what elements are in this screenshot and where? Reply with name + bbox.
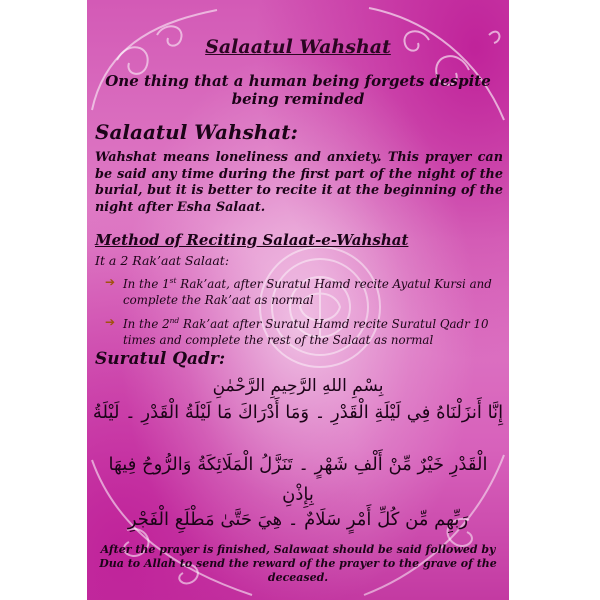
- method-heading: Method of Reciting Salaat-e-Wahshat: [95, 231, 409, 249]
- intro-heading: Salaatul Wahshat:: [95, 120, 298, 144]
- list-item: [105, 313, 501, 348]
- arabic-bismillah: بِسْمِ اللهِ الرَّحِيمِ الرَّحْمٰنِ: [212, 376, 384, 396]
- subtitle: One thing that a human being forgets despite being reminded: [105, 72, 491, 108]
- surah-heading: Suratul Qadr:: [95, 349, 226, 369]
- intro-paragraph: Wahshat means loneliness and anxiety. This prayer can be said any time during the first part of the night of the burial, but it is better to recite it at the beginning of the night after Esha Salaat.: [95, 150, 503, 215]
- arabic-line: إِنَّا أَنزَلْنَاهُ فِي لَيْلَةِ الْقَدْرِ ۔ وَمَا أَدْرَاكَ مَا لَيْلَةُ الْقَدْرِ ۔ لَيْلَةُ: [92, 402, 504, 423]
- step-ordinal-suffix: st: [169, 276, 177, 285]
- step-ordinal: 1: [162, 276, 170, 291]
- step-pre: In the: [123, 316, 163, 331]
- step-ordinal: 2: [162, 316, 170, 331]
- arabic-line: الْقَدْرِ خَيْرٌ مِّنْ أَلْفِ شَهْرٍ ۔ تَنَزَّلُ الْمَلَائِكَةُ وَالرُّوحُ فِيهَا بِإِذْنِ: [108, 454, 488, 505]
- prayer-card: [87, 0, 509, 600]
- method-intro: It a 2 Rak’aat Salaat:: [95, 253, 230, 268]
- arrow-bullet-icon: ➔: [105, 314, 116, 329]
- list-item: [105, 273, 501, 308]
- step-pre: In the: [123, 276, 163, 291]
- step-ordinal-suffix: nd: [169, 315, 180, 325]
- step-text: Rak’aat after Suratul Hamd recite Suratul Qadr 10 times and complete the rest of the Salaat as normal: [123, 316, 489, 347]
- steps-list: [105, 273, 501, 353]
- step-text: Rak’aat, after Suratul Hamd recite Ayatul Kursi and complete the Rak’aat as normal: [123, 276, 492, 307]
- arabic-line: رَبِّهِم مِّن كُلِّ أَمْرٍ سَلَامٌ ۔ هِيَ حَتَّىٰ مَطْلَعِ الْفَجْرِ: [127, 509, 469, 530]
- footer-note: After the prayer is finished, Salawaat should be said followed by Dua to Allah to send the reward of the prayer to the grave of the deceased.: [99, 543, 497, 584]
- card-content: [87, 0, 509, 600]
- arrow-bullet-icon: ➔: [105, 275, 116, 289]
- page-title: Salaatul Wahshat: [205, 36, 391, 58]
